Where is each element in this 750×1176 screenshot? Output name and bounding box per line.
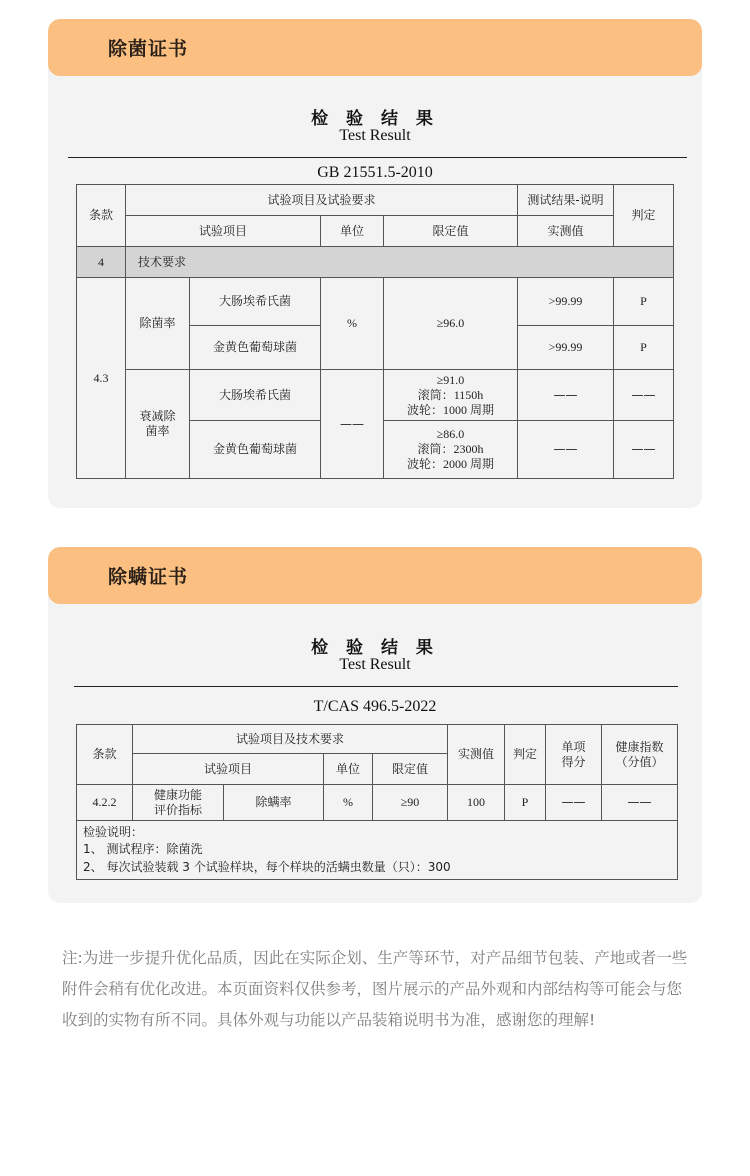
cert2-row-health: ——: [602, 785, 678, 821]
mite-removal-certificate-header: [48, 547, 702, 604]
cert1-header-measured: 实测值: [518, 216, 614, 247]
cert1-group1-row1-measured: >99.99: [518, 278, 614, 326]
cert1-result-table: [76, 184, 674, 479]
cert1-header-limit: 限定值: [384, 216, 518, 247]
cert1-group1-name: 除菌率: [126, 278, 190, 370]
cert1-group1-unit: %: [321, 278, 384, 370]
cert2-row-category-l1: 健康功能: [153, 787, 202, 802]
cert2-row-measured: 100: [448, 785, 505, 821]
cert1-group2-row1-limit-l2: 滚筒：1150h: [417, 387, 484, 402]
cert1-header-items-req: 试验项目及试验要求: [126, 185, 518, 216]
cert2-notes-title: 检验说明：: [83, 825, 144, 839]
cert1-group2-unit: ——: [321, 370, 384, 479]
cert2-notes: [77, 821, 678, 880]
cert2-row-unit: %: [324, 785, 373, 821]
cert1-group2-row2-limit-l1: ≥86.0: [436, 427, 465, 441]
cert1-header-result-desc: 测试结果-说明: [518, 185, 614, 216]
cert1-group2-row2-limit-l2: 滚筒：2300h: [417, 442, 484, 456]
cert2-header-verdict: 判定: [505, 725, 546, 785]
cert2-header-health-l2: （分值）: [615, 754, 664, 769]
cert1-group2-row1-limit-l3: 波轮：1000 周期: [407, 402, 495, 417]
cert1-group1-row2-item: 金黄色葡萄球菌: [190, 326, 321, 370]
cert2-header-limit: 限定值: [373, 754, 448, 785]
disclaimer-notice: 注:为进一步提升优化品质，因此在实际企划、生产等环节，对产品细节包装、产地或者一些附件会稍有优化改进。本页面资料仅供参考，图片展示的产品外观和内部结构等可能会与您收到的实物有所不同。具体外观与功能以产品装箱说明书为准，感谢您的理解!: [62, 949, 688, 1029]
cert1-group2-name: 衰减除菌率: [126, 370, 190, 479]
sterilization-certificate-card: [48, 19, 702, 508]
cert2-notes-line1: 1、 测试程序：除菌洗: [83, 842, 203, 857]
cert1-group2-row2-item: 金黄色葡萄球菌: [190, 421, 321, 479]
cert2-result-title: 检 验 结 果: [311, 638, 439, 658]
cert1-group2-row2-limit-l3: 波轮：2000 周期: [407, 457, 495, 471]
cert2-row-category: [133, 785, 224, 821]
cert1-header-unit: 单位: [321, 216, 384, 247]
mite-removal-certificate-title: 除螨证书: [108, 566, 189, 588]
cert2-divider: [74, 686, 678, 687]
cert1-header-verdict: 判定: [614, 185, 674, 247]
cert1-clause-4-3: 4.3: [77, 278, 126, 479]
cert1-group1-row1-verdict: P: [614, 278, 674, 326]
cert2-header-item-score-l2: 得分: [561, 754, 586, 769]
cert2-header-health: [602, 725, 678, 785]
cert2-row-item: 除螨率: [224, 785, 324, 821]
cert1-group2-row1-limit: [384, 370, 518, 421]
cert2-header-unit: 单位: [324, 754, 373, 785]
cert2-row-score: ——: [546, 785, 602, 821]
sterilization-certificate-title: 除菌证书: [108, 38, 189, 60]
cert2-row-limit: ≥90: [373, 785, 448, 821]
cert2-result-subtitle: Test Result: [339, 656, 411, 673]
cert1-standard: GB 21551.5-2010: [317, 164, 433, 181]
cert2-header-clause: 条款: [77, 725, 133, 785]
sterilization-certificate-header: [48, 19, 702, 76]
cert2-row-category-l2: 评价指标: [153, 802, 202, 817]
cert1-group1-row2-verdict: P: [614, 326, 674, 370]
cert2-header-measured: 实测值: [448, 725, 505, 785]
cert1-result-title: 检 验 结 果: [311, 109, 439, 129]
cert1-section-clause: 4: [77, 247, 126, 278]
cert2-result-table: [76, 724, 678, 880]
cert2-row-verdict: P: [505, 785, 546, 821]
cert1-group2-row1-limit-l1: ≥91.0: [436, 372, 465, 387]
cert1-group1-limit: ≥96.0: [384, 278, 518, 370]
cert1-group2-row1-verdict: ——: [614, 370, 674, 421]
cert1-divider: [68, 157, 687, 158]
cert2-row-clause: 4.2.2: [77, 785, 133, 821]
cert1-group1-row2-measured: >99.99: [518, 326, 614, 370]
cert2-header-health-l1: 健康指数: [615, 739, 664, 754]
cert1-section-label: 技术要求: [126, 247, 674, 278]
cert1-group2-row1-measured: ——: [518, 370, 614, 421]
cert2-header-items-req: 试验项目及技术要求: [133, 725, 448, 754]
cert1-group2-row2-limit: [384, 421, 518, 479]
cert1-header-item: 试验项目: [126, 216, 321, 247]
cert2-header-item: 试验项目: [133, 754, 324, 785]
cert2-header-item-score-l1: 单项: [561, 739, 586, 754]
cert1-group1-row1-item: 大肠埃希氏菌: [190, 278, 321, 326]
cert1-group2-row2-measured: ——: [518, 421, 614, 479]
cert1-group2-row2-verdict: ——: [614, 421, 674, 479]
mite-removal-certificate-card: [48, 547, 702, 903]
cert1-group2-row1-item: 大肠埃希氏菌: [190, 370, 321, 421]
cert2-standard: T/CAS 496.5-2022: [313, 698, 437, 715]
cert2-header-item-score: [546, 725, 602, 785]
cert2-notes-line2: 2、 每次试验装载 3 个试验样块，每个样块的活螨虫数量（只）：300: [83, 859, 451, 874]
cert1-header-clause: 条款: [77, 185, 126, 247]
cert1-result-subtitle: Test Result: [339, 127, 411, 144]
